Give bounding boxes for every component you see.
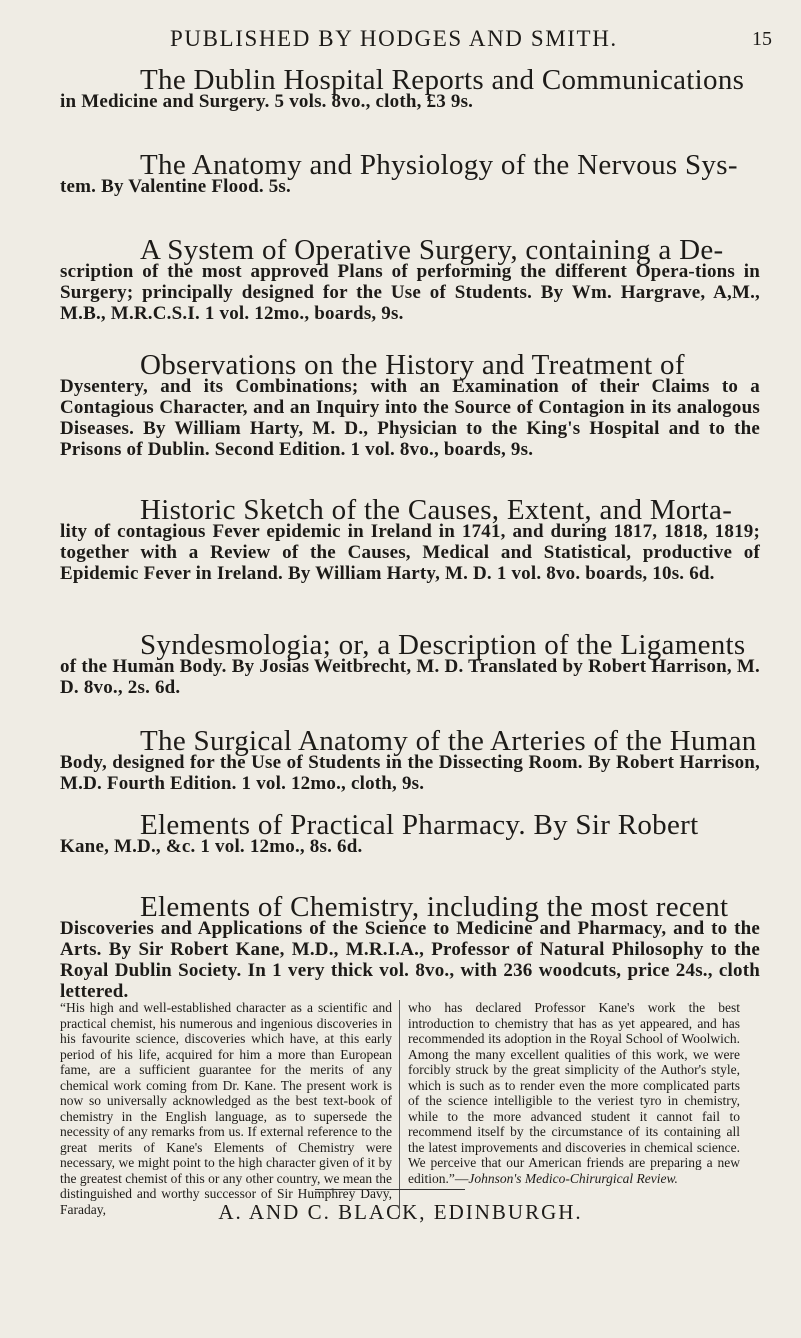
catalog-entry bbox=[60, 349, 760, 460]
entry-title: The Surgical Anatomy of the Arteries of the Human bbox=[140, 725, 757, 757]
entry-text: of the Human Body. By Josias Weitbrecht, M. D. Translated by Robert Harrison, M. D. 8vo., 2s. 6d. bbox=[60, 656, 760, 698]
catalog-entry bbox=[60, 809, 760, 857]
entry-title: Elements of Practical Pharmacy. By Sir Robert bbox=[140, 809, 699, 841]
entry-title: Historic Sketch of the Causes, Extent, and Morta- bbox=[140, 494, 733, 526]
entry-text: tem. By Valentine Flood. 5s. bbox=[60, 176, 291, 197]
review-quotation bbox=[60, 1000, 740, 1217]
catalog-entry bbox=[60, 234, 760, 324]
catalog-entry bbox=[60, 629, 760, 698]
entry-text: Kane, M.D., &c. 1 vol. 12mo., 8s. 6d. bbox=[60, 836, 363, 857]
printer-imprint: A. AND C. BLACK, EDINBURGH. bbox=[218, 1200, 583, 1224]
entry-title: Elements of Chemistry, including the most recent bbox=[140, 891, 729, 923]
entry-title: The Anatomy and Physiology of the Nervous Sys- bbox=[140, 149, 738, 181]
catalog-entry bbox=[60, 725, 760, 794]
review-text: who has declared Professor Kane's work the best introduction to chemistry that has as yet appeared, and has recommended its adoption in the Royal School of Woolwich. Among the many excellent qualities of this work, we were forcibly struck by the great simplicity of the Author's style, which is such as to render even the more complicated parts of the science intelligible to the veriest tyro in chemistry, while to the more advanced student it cannot fail to recommend itself by the circumstance of its containing all the latest improvements and discoveries in chemical science. We perceive that our American friends are preparing a new edition.”— bbox=[408, 1000, 740, 1186]
entry-text: Dysentery, and its Combinations; with an Examination of their Claims to a Contagious Character, and an Inquiry into the Source of Contagion in its analogous Diseases. By William Harty, M. D., Physician to the King's Hospital and to the Prisons of Dublin. Second Edition. 1 vol. 8vo., boards, 9s. bbox=[60, 376, 760, 460]
entry-title: A System of Operative Surgery, containing a De- bbox=[140, 234, 724, 266]
review-column-left: “His high and well-established character as a scientific and practical chemist, his numerous and ingenious discoveries in his favourite science, discoveries which have, at this early period of his life, acquired for him a more than European fame, are a sufficient guarantee for the merits of any chemical work coming from Dr. Kane. The present work is now so universally acknowledged as the best text-book of chemistry in the English language, as to supersede the necessity of any remarks from us. If external reference to the great merits of Kane's Elements of Chemistry were necessary, we might point to the high character given of it by the greatest chemist of this or any other country, we mean the distinguished and worthy successor of Sir Humphrey Davy, Faraday, bbox=[60, 1000, 400, 1217]
entry-title: Observations on the History and Treatment of bbox=[140, 349, 685, 381]
entry-text: Body, designed for the Use of Students in the Dissecting Room. By Robert Harrison, M.D. Fourth Edition. 1 vol. 12mo., cloth, 9s. bbox=[60, 752, 760, 794]
catalog-entry bbox=[60, 149, 760, 197]
catalog-entry bbox=[60, 64, 760, 112]
review-source: Johnson's Medico-Chirurgical Review. bbox=[468, 1170, 678, 1186]
running-head: PUBLISHED BY HODGES AND SMITH. bbox=[170, 26, 618, 51]
entry-text: scription of the most approved Plans of performing the different Opera-tions in Surgery; principally designed for the Use of Students. By Wm. Hargrave, A,M., M.B., M.R.C.S.I. 1 vol. 12mo., boards, 9s. bbox=[60, 261, 760, 324]
catalog-entry bbox=[60, 891, 760, 1002]
entry-title: The Dublin Hospital Reports and Communications bbox=[140, 64, 745, 96]
divider-rule bbox=[315, 1189, 465, 1190]
entry-text: in Medicine and Surgery. 5 vols. 8vo., cloth, £3 9s. bbox=[60, 91, 474, 112]
review-column-right bbox=[400, 1000, 740, 1217]
entry-text: Discoveries and Applications of the Science to Medicine and Pharmacy, and to the Arts. By Sir Robert Kane, M.D., M.R.I.A., Professor of Natural Philosophy to the Royal Dublin Society. In 1 very thick vol. 8vo., with 236 woodcuts, price 24s., cloth lettered. bbox=[60, 918, 760, 1002]
entry-title: Syndesmologia; or, a Description of the Ligaments bbox=[140, 629, 746, 661]
page-number: 15 bbox=[752, 28, 772, 50]
entry-text: lity of contagious Fever epidemic in Ireland in 1741, and during 1817, 1818, 1819; together with a Review of the Causes, Medical and Statistical, productive of Epidemic Fever in Ireland. By William Harty, M. D. 1 vol. 8vo. boards, 10s. 6d. bbox=[60, 521, 760, 584]
catalog-entry bbox=[60, 494, 760, 584]
